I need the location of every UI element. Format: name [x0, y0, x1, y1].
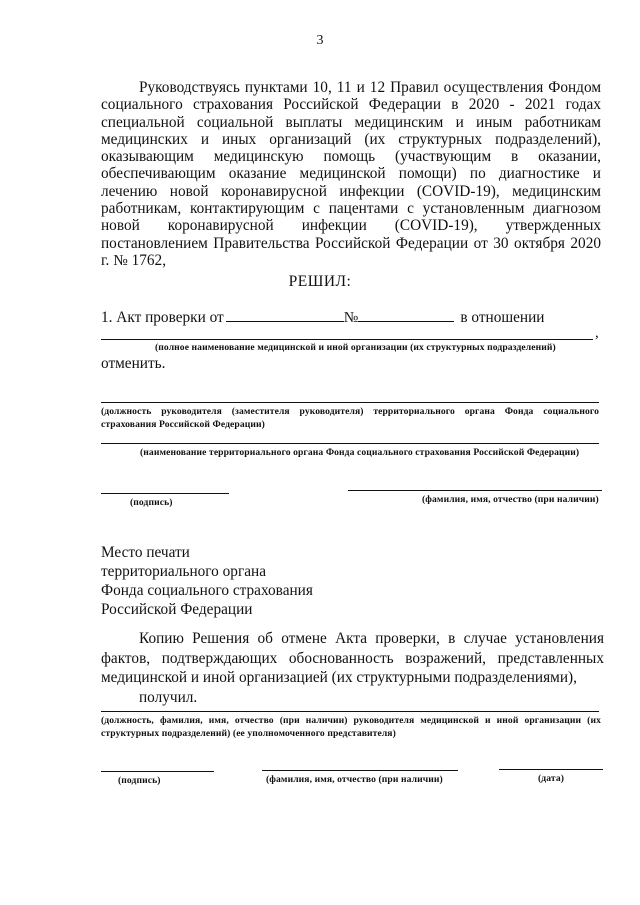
fio-line — [348, 490, 602, 491]
stamp-line: территориального органа — [101, 563, 266, 580]
stamp-line: Место печати — [101, 544, 190, 561]
stamp-line: Фонда социального страхования — [101, 582, 313, 599]
act-number-blank — [358, 306, 454, 322]
date-caption: (дата) — [538, 773, 565, 784]
copy-paragraph — [101, 629, 604, 707]
fio-caption: (фамилия, имя, отчество (при наличии) — [422, 494, 599, 505]
date-line — [499, 769, 603, 770]
bottom-fio-line — [262, 770, 458, 771]
intro-paragraph: Руководствуясь пунктами 10, 11 и 12 Правил осуществления Фондом социального страхования Российской Федерации в 2020 - 2021 годах специальной социальной выплаты медицинским и иным работникам медицинских и иных организаций (их структурных подразделений), оказывающим медицинскую помощь (участвующим в оказании, обеспечивающим оказание медицинской помощи) по диагностике и лечению новой коронавирусной инфекции (COVID-19), медицинским работникам, контактирующим с пацентами с установленным диагнозом новой коронавирусной инфекции (COVID-19), утвержденных постановлением Правительства Российской Федерации от 30 октября 2020 г. № 1762, — [101, 79, 601, 269]
act-prefix: 1. Акт проверки от — [101, 309, 224, 326]
act-number-sign: № — [343, 309, 359, 326]
copy-paragraph-text: Копию Решения об отмене Акта проверки, в случае установления фактов, подтверждающих обоснованность возражений, представленных медицинской и иной организацией (их структурными подразделениями), — [101, 630, 604, 686]
bottom-signature-line — [101, 771, 214, 772]
stamp-block — [101, 543, 313, 619]
org-comma: , — [595, 325, 599, 341]
bottom-signature-caption: (подпись) — [118, 775, 161, 786]
bottom-fio-caption: (фамилия, имя, отчество (при наличии) — [266, 774, 443, 785]
decision-title: РЕШИЛ: — [288, 273, 352, 290]
recipient-caption: (должность, фамилия, имя, отчество (при наличии) руководителя медицинской и иной организации (их структурных подразделений) (ее уполномоченного представителя) — [101, 715, 601, 739]
territorial-body-caption: (наименование территориального органа Фонда социального страхования Российской Федерации) — [140, 447, 580, 458]
act-suffix: в отношении — [460, 309, 545, 326]
recipient-line — [101, 711, 599, 712]
signature-line — [101, 493, 229, 494]
cancel-word: отменить. — [101, 355, 166, 372]
org-caption: (полное наименование медицинской и иной организации (их структурных подразделений) — [155, 342, 556, 353]
copy-received: получил. — [139, 688, 198, 706]
act-date-blank — [226, 306, 344, 322]
signature-caption: (подпись) — [130, 497, 173, 508]
head-position-line — [101, 402, 599, 403]
org-name-line — [101, 339, 593, 340]
stamp-line: Российской Федерации — [101, 601, 253, 618]
territorial-body-line — [101, 443, 599, 444]
head-position-caption: (должность руководителя (заместителя руководителя) территориального органа Фонда социального страхования Российской Федерации) — [101, 406, 599, 430]
act-line — [101, 306, 544, 327]
page-number: 3 — [316, 33, 324, 48]
